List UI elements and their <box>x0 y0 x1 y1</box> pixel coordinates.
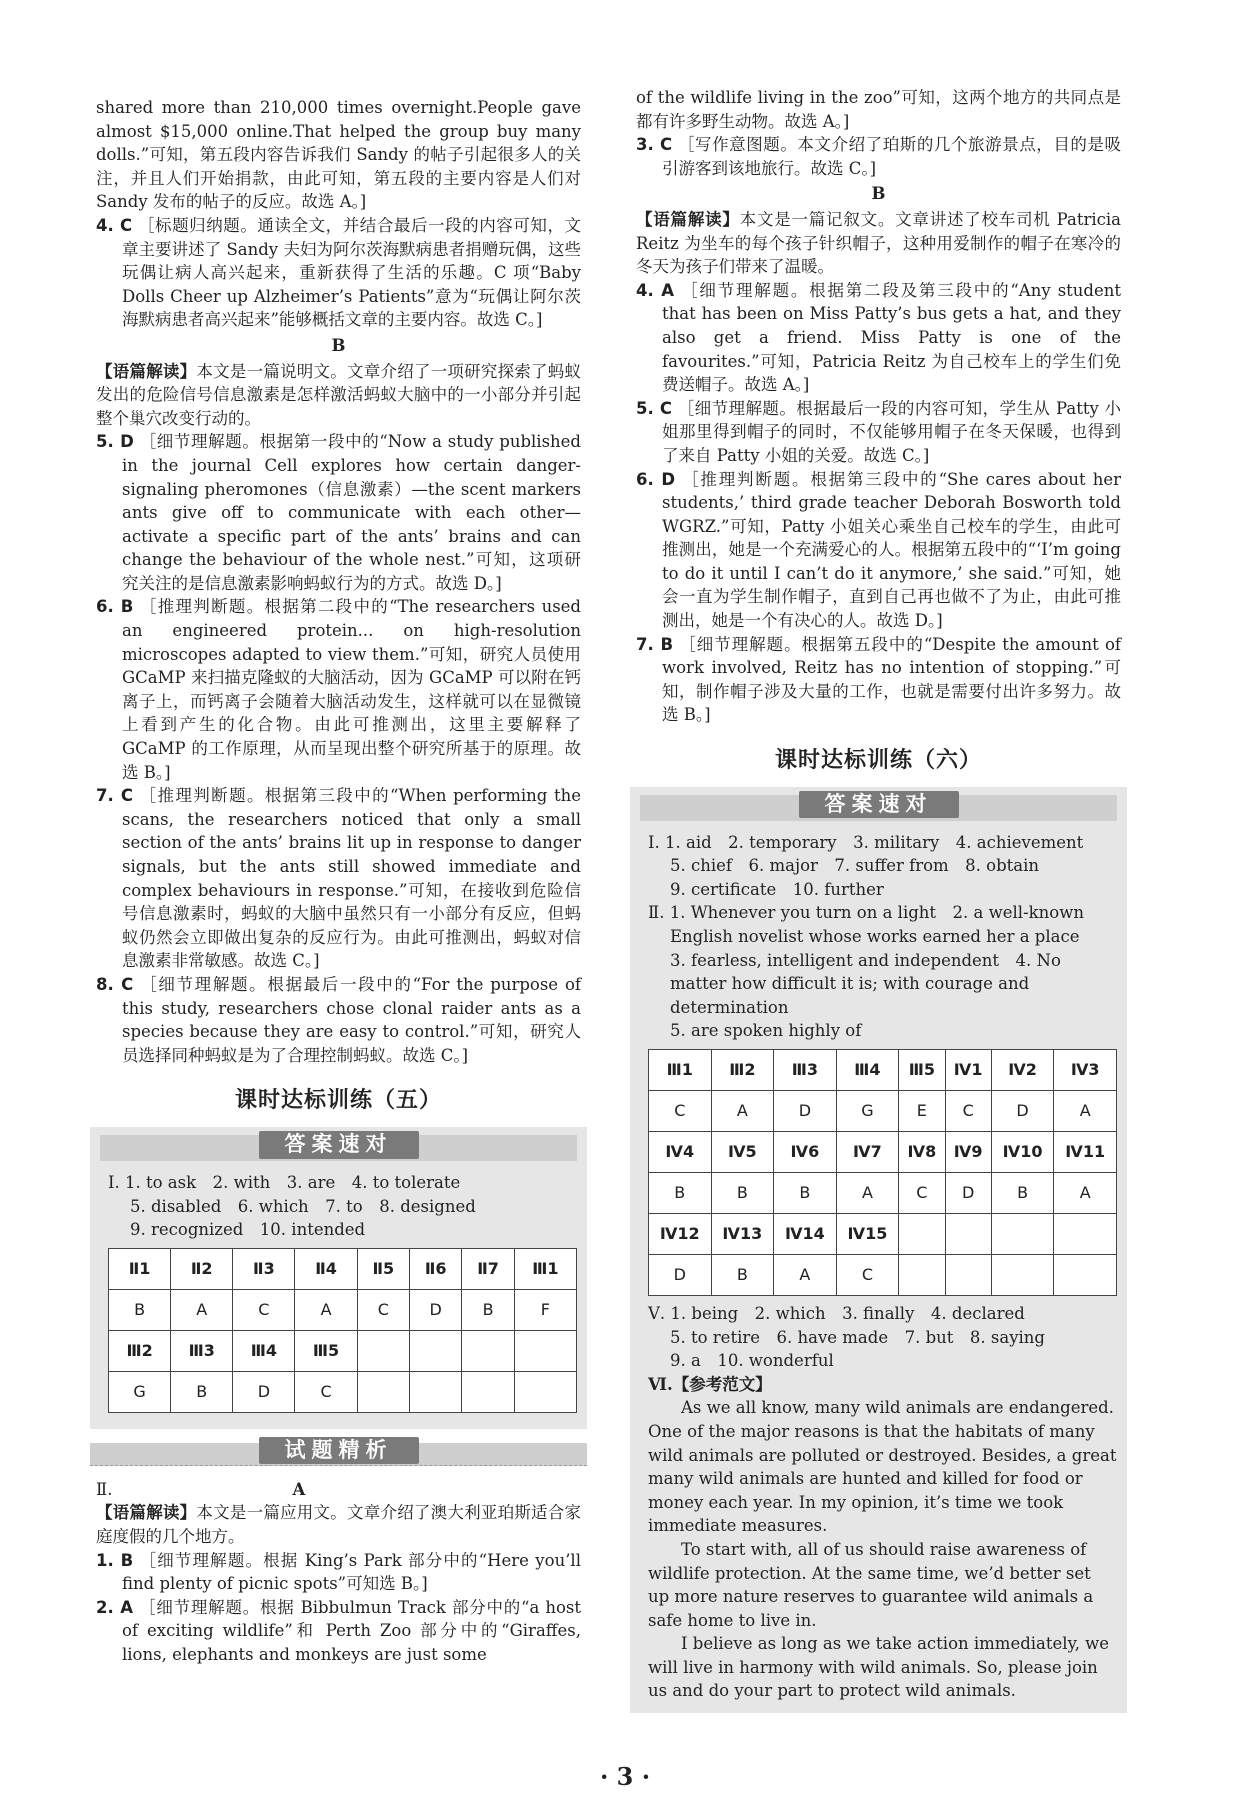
table-cell <box>514 1330 576 1371</box>
table-cell: A <box>1054 1172 1117 1213</box>
answer-line: Ⅱ. 1. Whenever you turn on a light 2. a well-known English novelist whose works earned her a place <box>648 903 1084 946</box>
table-cell: A <box>836 1172 899 1213</box>
answer-text: ［推理判断题。根据第三段中的“When performing the scans, the researchers noticed that only a small section of the ants’ brains lit up in response to danger signals, but the ants still showed immediate and complex behaviours in response.”可知，在接收到危险信号信息激素时，蚂蚁的大脑中虽然只有一小部分有反应，但蚂蚁仍然会立即做出复杂的反应行为。由此可推测出，蚂蚁对信息激素非常敏感。故选 C。] <box>122 786 582 971</box>
table-row <box>649 1254 1117 1295</box>
table-cell: C <box>945 1090 991 1131</box>
essay-label: Ⅵ.【参考范文】 <box>648 1374 772 1394</box>
answer-text: ［细节理解题。根据最后一段中的“For the purpose of this study, researchers chose clonal raider ants as a species because they are easy to control.”可知，研究人员选择同种蚂蚁是为了合理控制蚂蚁。故选 C。] <box>122 974 582 1065</box>
table-cell: Ⅲ1 <box>514 1248 576 1289</box>
table-cell: Ⅱ3 <box>233 1248 295 1289</box>
table-cell: C <box>836 1254 899 1295</box>
table-cell: Ⅳ1 <box>945 1049 991 1090</box>
answer-line: 9. certificate 10. further <box>670 879 884 899</box>
table-cell: C <box>295 1371 357 1412</box>
answer-7 <box>636 633 1121 727</box>
answer-text: ［细节理解题。根据第一段中的“Now a study published in the journal Cell explores how certain danger-signaling pheromones（信息激素）—the scent markers ants give off to communicate with each other—activate a specific part of the ants’ brains and can change the behaviour of the whole nest.”可知，这项研究关注的是信息激素影响蚂蚁行为的方式。故选 D。] <box>122 432 581 593</box>
answer-4 <box>96 214 581 332</box>
answer-number: 5. C <box>636 398 673 418</box>
continued-paragraph: of the wildlife living in the zoo”可知，这两个地方的共同点是都有许多野生动物。故选 A。] <box>636 88 1121 131</box>
table-cell <box>991 1254 1054 1295</box>
intro-text: 本文是一篇应用文。文章介绍了澳大利亚珀斯适合家庭度假的几个地方。 <box>96 1503 582 1546</box>
table-cell: A <box>1054 1090 1117 1131</box>
part-label: Ⅱ. <box>96 1479 113 1499</box>
answer-3 <box>636 133 1121 180</box>
table-cell: C <box>649 1090 712 1131</box>
table-cell: Ⅳ8 <box>899 1131 945 1172</box>
table-cell: G <box>109 1371 171 1412</box>
table-cell: D <box>774 1090 837 1131</box>
table-cell: A <box>711 1090 774 1131</box>
table-cell <box>410 1371 462 1412</box>
table-cell: A <box>295 1289 357 1330</box>
table-cell: Ⅳ3 <box>1054 1049 1117 1090</box>
intro-tag: 【语篇解读】 <box>96 1503 197 1523</box>
table-cell: B <box>991 1172 1054 1213</box>
table-cell: Ⅲ3 <box>171 1330 233 1371</box>
answer-7 <box>96 784 581 973</box>
answer-text: ［细节理解题。根据第五段中的“Despite the amount of work involved, Reitz has no intention of stopping.”可知，制作帽子涉及大量的工作，也就是需要付出许多努力。故选 B。] <box>662 634 1121 725</box>
table-cell: Ⅱ1 <box>109 1248 171 1289</box>
intro-tag: 【语篇解读】 <box>96 361 197 381</box>
answer-number: 1. B <box>96 1550 134 1570</box>
essay-paragraph: As we all know, many wild animals are endangered. One of the major reasons is that the habitats of many wild animals are polluted or destroyed. Besides, a great many wild animals are hunted and killed for food or money each year. In my opinion, it’s time we took immediate measures. <box>648 1398 1117 1536</box>
table-cell <box>357 1330 409 1371</box>
page-number: · 3 · <box>599 1762 651 1791</box>
table-cell: Ⅲ3 <box>774 1049 837 1090</box>
table-cell: A <box>774 1254 837 1295</box>
table-row <box>109 1371 577 1412</box>
answer-5 <box>96 430 581 595</box>
answers-banner-5 <box>90 1127 587 1429</box>
table-cell <box>357 1371 409 1412</box>
answers-banner-6 <box>630 787 1127 1713</box>
table-cell: G <box>836 1090 899 1131</box>
analysis-banner <box>90 1437 587 1466</box>
table-cell: Ⅲ2 <box>109 1330 171 1371</box>
table-cell: D <box>649 1254 712 1295</box>
answer-text: ［推理判断题。根据第三段中的“She cares about her students,’ third grade teacher Deborah Bosworth told WGRZ.”可知，Patty 小姐关心乘坐自己校车的学生，由此可推测出，她是一个充满爱心的人。根据第五段中的“‘I’m going to do it until I can’t do it anymore,’ she said.”可知，她会一直为学生制作帽子，直到自己再也做不了为止，由此可推测出，她是一个有决心的人。故选 D。] <box>662 469 1121 631</box>
table-row <box>649 1090 1117 1131</box>
intro-tag: 【语篇解读】 <box>636 209 740 229</box>
table-cell <box>945 1254 991 1295</box>
answer-line: 5. disabled 6. which 7. to 8. designed <box>130 1196 476 1216</box>
table-cell: B <box>109 1289 171 1330</box>
banner-header <box>640 791 1117 821</box>
answer-number: 8. C <box>96 974 134 994</box>
table-cell: B <box>711 1172 774 1213</box>
answer-line: 5. to retire 6. have made 7. but 8. saying <box>670 1327 1045 1347</box>
table-cell: E <box>899 1090 945 1131</box>
table-cell: Ⅳ9 <box>945 1131 991 1172</box>
right-column <box>636 86 1121 1727</box>
table-cell: C <box>899 1172 945 1213</box>
section-title-5: 课时达标训练（五） <box>234 1088 442 1114</box>
answer-text: ［标题归纳题。通读全文，并结合最后一段的内容可知，文章主要讲述了 Sandy 夫妇为阿尔茨海默病患者捐赠玩偶，这些玩偶让病人高兴起来，重新获得了生活的乐趣。C 项“Baby Dolls Cheer up Alzheimer’s Patients”意为“玩偶让阿尔茨海默病患者高兴起来”能够概括文章的主要内容。故选 C。] <box>122 215 582 330</box>
table-row <box>649 1172 1117 1213</box>
table-cell: Ⅲ2 <box>711 1049 774 1090</box>
answer-text: ［细节理解题。根据 Bibbulmun Track 部分中的“a host of exciting wildlife”和 Perth Zoo 部分中的“Giraffes, lions, elephants and monkeys are just some <box>122 1597 581 1664</box>
answer-text: ［细节理解题。根据第二段及第三段中的“Any student that has been on Miss Patty’s bus gets a hat, and they also get a friend. Miss Patty is one of the favourites.”可知，Patricia Reitz 为自己校车上的学生们免费送帽子。故选 A。] <box>662 280 1122 395</box>
answer-key-5 <box>100 1171 577 1413</box>
table-cell: Ⅳ12 <box>649 1213 712 1254</box>
answer-text: ［推理判断题。根据第二段中的“The researchers used an engineered protein... on high-resolution microscopes adapted to view them.”可知，研究人员使用 GCaMP 来扫描克隆蚁的大脑活动，因为 GCaMP 可以附在钙离子上，而钙离子会随着大脑活动发生，这样就可以在显微镜上看到产生的化合物。由此可推测出，这里主要解释了 GCaMP 的工作原理，从而呈现出整个研究所基于的原理。故选 B。] <box>122 597 581 782</box>
table-cell: A <box>171 1289 233 1330</box>
answer-text: ［写作意图题。本文介绍了珀斯的几个旅游景点，目的是吸引游客到该地旅行。故选 C。] <box>662 135 1122 178</box>
essay-paragraph: To start with, all of us should raise awareness of wildlife protection. At the same time, we’d better set up more nature reserves to guarantee wild animals a safe home to live in. <box>648 1539 1094 1630</box>
answer-6 <box>636 468 1121 633</box>
answer-number: 3. C <box>636 135 673 155</box>
table-cell: Ⅳ15 <box>836 1213 899 1254</box>
table-cell: Ⅲ5 <box>899 1049 945 1090</box>
answer-line: Ⅰ. 1. aid 2. temporary 3. military 4. achievement <box>648 832 1084 852</box>
answer-line: 3. fearless, intelligent and independent 4. No matter how difficult it is; with courage and determination <box>670 950 1061 1017</box>
answer-line: 9. a 10. wonderful <box>670 1351 834 1371</box>
table-row <box>649 1131 1117 1172</box>
answer-number: 2. A <box>96 1597 134 1617</box>
answer-4 <box>636 279 1121 397</box>
table-cell: Ⅲ4 <box>836 1049 899 1090</box>
table-cell <box>1054 1254 1117 1295</box>
table-cell: Ⅳ11 <box>1054 1131 1117 1172</box>
table-row <box>109 1248 577 1289</box>
table-cell <box>991 1213 1054 1254</box>
table-cell: Ⅳ13 <box>711 1213 774 1254</box>
table-cell: Ⅲ1 <box>649 1049 712 1090</box>
table-cell: B <box>774 1172 837 1213</box>
answer-line: 5. chief 6. major 7. suffer from 8. obtain <box>670 856 1040 876</box>
table-cell: Ⅳ7 <box>836 1131 899 1172</box>
answer-number: 4. C <box>96 215 133 235</box>
section-title-6: 课时达标训练（六） <box>774 748 982 774</box>
table-cell: C <box>357 1289 409 1330</box>
table-cell: Ⅳ14 <box>774 1213 837 1254</box>
essay-paragraph: I believe as long as we take action immediately, we will live in harmony with wild animals. So, please join us and do your part to protect wild animals. <box>648 1634 1110 1701</box>
table-cell: F <box>514 1289 576 1330</box>
passage-label-a: A <box>292 1479 306 1499</box>
table-cell <box>899 1254 945 1295</box>
table-cell: Ⅱ7 <box>462 1248 514 1289</box>
left-column <box>96 96 581 1666</box>
table-cell: Ⅳ5 <box>711 1131 774 1172</box>
answer-8 <box>96 973 581 1067</box>
table-cell: D <box>410 1289 462 1330</box>
answer-5 <box>636 397 1121 468</box>
table-cell: D <box>991 1090 1054 1131</box>
table-cell: D <box>945 1172 991 1213</box>
answer-text: ［细节理解题。根据最后一段的内容可知，学生从 Patty 小姐那里得到帽子的同时，不仅能够用帽子在冬天保暖，也得到了来自 Patty 小姐的关爱。故选 C。] <box>662 398 1121 465</box>
passage-intro-b <box>96 360 581 431</box>
table-cell: Ⅱ2 <box>171 1248 233 1289</box>
answer-table-6 <box>648 1049 1117 1296</box>
answer-line: 5. are spoken highly of <box>670 1021 862 1041</box>
answer-line: 9. recognized 10. intended <box>130 1220 366 1240</box>
table-cell <box>945 1213 991 1254</box>
table-cell <box>514 1371 576 1412</box>
table-cell: Ⅱ5 <box>357 1248 409 1289</box>
part-ii-header <box>96 1478 581 1502</box>
answer-key-6 <box>640 831 1117 1703</box>
answer-number: 5. D <box>96 432 134 452</box>
table-cell: Ⅳ4 <box>649 1131 712 1172</box>
answer-number: 6. D <box>636 469 676 489</box>
passage-label-b: B <box>331 335 346 355</box>
passage-label-b: B <box>871 184 886 204</box>
continued-paragraph: shared more than 210,000 times overnight.People gave almost $15,000 online.That helped the group buy many dolls.”可知，第五段内容告诉我们 Sandy 的帖子引起很多人的关注，并且人们开始捐款，由此可知，第五段的主要内容是人们对 Sandy 发布的帖子的反应。故选 A。] <box>96 98 581 212</box>
answer-number: 4. A <box>636 280 675 300</box>
answer-text: ［细节理解题。根据 King’s Park 部分中的“Here you’ll find plenty of picnic spots”可知选 B。] <box>122 1550 581 1594</box>
passage-intro-b <box>636 208 1121 279</box>
answer-number: 7. C <box>96 786 133 806</box>
banner-title: 答案速对 <box>259 1131 419 1159</box>
table-cell: Ⅲ4 <box>233 1330 295 1371</box>
banner-title: 答案速对 <box>799 791 959 819</box>
table-row <box>649 1049 1117 1090</box>
answer-line: Ⅴ. 1. being 2. which 3. finally 4. declared <box>648 1303 1025 1323</box>
intro-text: 本文是一篇记叙文。文章讲述了校车司机 Patricia Reitz 为坐车的每个孩子针织帽子，这种用爱制作的帽子在寒冷的冬天为孩子们带来了温暖。 <box>636 209 1122 277</box>
table-cell: Ⅲ5 <box>295 1330 357 1371</box>
banner-title: 试题精析 <box>259 1437 419 1465</box>
table-cell: B <box>649 1172 712 1213</box>
table-row <box>649 1213 1117 1254</box>
table-cell: Ⅳ2 <box>991 1049 1054 1090</box>
table-cell <box>1054 1213 1117 1254</box>
table-cell <box>899 1213 945 1254</box>
table-cell: B <box>462 1289 514 1330</box>
answer-a1 <box>96 1549 581 1596</box>
intro-text: 本文是一篇说明文。文章介绍了一项研究探索了蚂蚁发出的危险信号信息激素是怎样激活蚂蚁大脑中的一小部分并引起整个巢穴改变行动的。 <box>96 361 582 428</box>
table-cell: Ⅳ10 <box>991 1131 1054 1172</box>
answer-number: 7. B <box>636 634 674 654</box>
table-cell: C <box>233 1289 295 1330</box>
answer-number: 6. B <box>96 597 134 617</box>
answer-a2 <box>96 1596 581 1667</box>
table-cell: B <box>171 1371 233 1412</box>
table-cell <box>410 1330 462 1371</box>
table-row <box>109 1289 577 1330</box>
table-cell: Ⅳ6 <box>774 1131 837 1172</box>
table-cell: B <box>711 1254 774 1295</box>
answer-table-5 <box>108 1248 577 1413</box>
table-cell: D <box>233 1371 295 1412</box>
banner-header <box>100 1131 577 1161</box>
passage-intro-a <box>96 1501 581 1548</box>
answer-6 <box>96 595 581 784</box>
table-cell <box>462 1330 514 1371</box>
table-row <box>109 1330 577 1371</box>
table-cell <box>462 1371 514 1412</box>
table-cell: Ⅱ4 <box>295 1248 357 1289</box>
table-cell: Ⅱ6 <box>410 1248 462 1289</box>
answer-line: Ⅰ. 1. to ask 2. with 3. are 4. to tolerate <box>108 1172 461 1192</box>
